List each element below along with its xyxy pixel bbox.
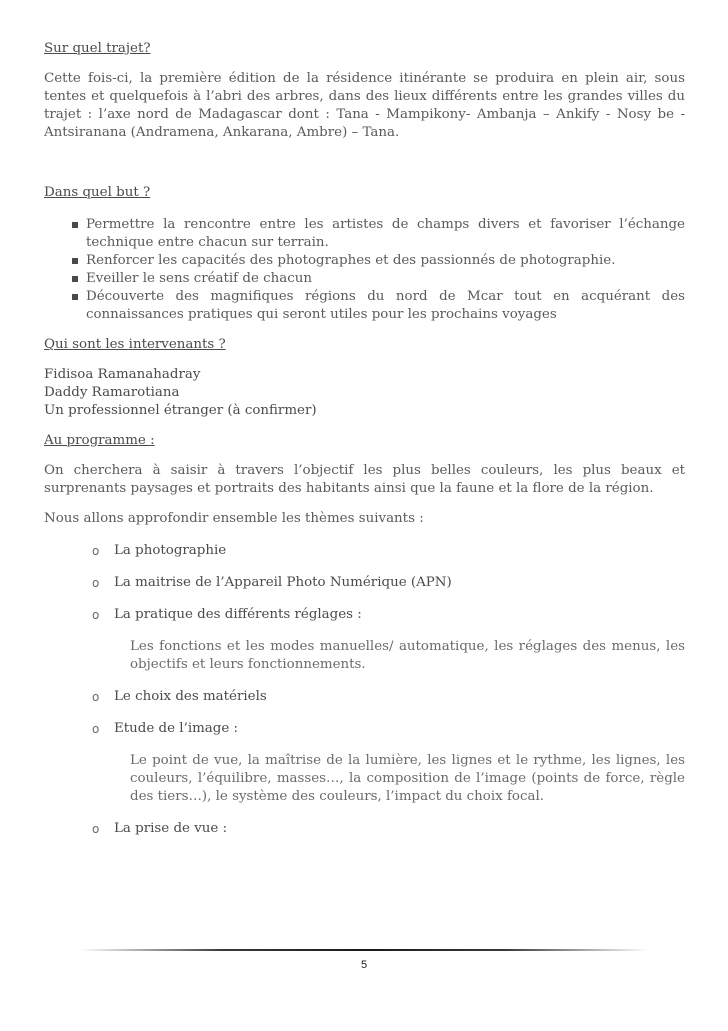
circle-bullet-icon: o xyxy=(92,690,100,704)
theme-detail: Les fonctions et les modes manuelles/ automatique, les réglages des menus, les objectifs et leurs fonctionnements. xyxy=(130,639,685,672)
theme-item xyxy=(92,574,685,592)
intervenants-list xyxy=(44,366,685,420)
circle-bullet-icon: o xyxy=(92,722,100,736)
heading-intervenants: Qui sont les intervenants ? xyxy=(44,337,226,352)
intervenant-name: Un professionnel étranger (à confirmer) xyxy=(44,403,317,418)
theme-label: Etude de l’image : xyxy=(114,721,239,736)
theme-item xyxy=(92,720,685,806)
list-item: Eveiller le sens créatif de chacun xyxy=(86,270,685,288)
intervenant-name: Fidisoa Ramanahadray xyxy=(44,367,201,382)
intervenant-name: Daddy Ramarotiana xyxy=(44,385,180,400)
list-item: Découverte des magnifiques régions du nord de Mcar tout en acquérant des connaissances pratiques qui seront utiles pour les prochains voyages xyxy=(86,289,685,322)
theme-item xyxy=(92,820,685,838)
theme-detail: Le point de vue, la maîtrise de la lumière, les lignes et le rythme, les lignes, les couleurs, l’équilibre, masses…, la composition de l’image (points de force, règle des tiers…), le système des couleurs, l’impact du choix focal. xyxy=(130,753,685,804)
list-but xyxy=(44,216,685,324)
circle-bullet-icon: o xyxy=(92,576,100,590)
theme-item xyxy=(92,606,685,674)
heading-trajet: Sur quel trajet? xyxy=(44,41,151,56)
paragraph-themes-intro: Nous allons approfondir ensemble les thèmes suivants : xyxy=(44,511,424,526)
footer-divider xyxy=(80,949,648,951)
theme-label: La pratique des différents réglages : xyxy=(114,607,362,622)
paragraph-trajet: Cette fois-ci, la première édition de la résidence itinérante se produira en plein air, sous tentes et quelquefois à l’abri des arbres, dans des lieux différents entre les grandes villes du trajet : l’axe nord de Madagascar dont : Tana - Mampikony- Ambanja – Ankify - Nosy be - Antsiranana (Andramena, Ankarana, Ambre) – Tana. xyxy=(44,71,685,140)
circle-bullet-icon: o xyxy=(92,608,100,622)
page-content xyxy=(44,40,685,852)
circle-bullet-icon: o xyxy=(92,544,100,558)
heading-programme: Au programme : xyxy=(44,433,155,448)
theme-item xyxy=(92,688,685,706)
heading-but: Dans quel but ? xyxy=(44,185,151,200)
list-item: Renforcer les capacités des photographes et des passionnés de photographie. xyxy=(86,252,685,270)
theme-label: La maitrise de l’Appareil Photo Numérique (APN) xyxy=(114,575,452,590)
theme-item xyxy=(92,542,685,560)
theme-label: Le choix des matériels xyxy=(114,689,267,704)
themes-list xyxy=(44,542,685,838)
theme-label: La photographie xyxy=(114,543,227,558)
page-number: 5 xyxy=(360,959,368,971)
paragraph-programme-intro: On cherchera à saisir à travers l’objectif les plus belles couleurs, les plus beaux et surprenants paysages et portraits des habitants ainsi que la faune et la flore de la région. xyxy=(44,463,685,496)
circle-bullet-icon: o xyxy=(92,822,100,836)
list-item: Permettre la rencontre entre les artistes de champs divers et favoriser l’échange technique entre chacun sur terrain. xyxy=(86,217,685,250)
theme-label: La prise de vue : xyxy=(114,821,228,836)
